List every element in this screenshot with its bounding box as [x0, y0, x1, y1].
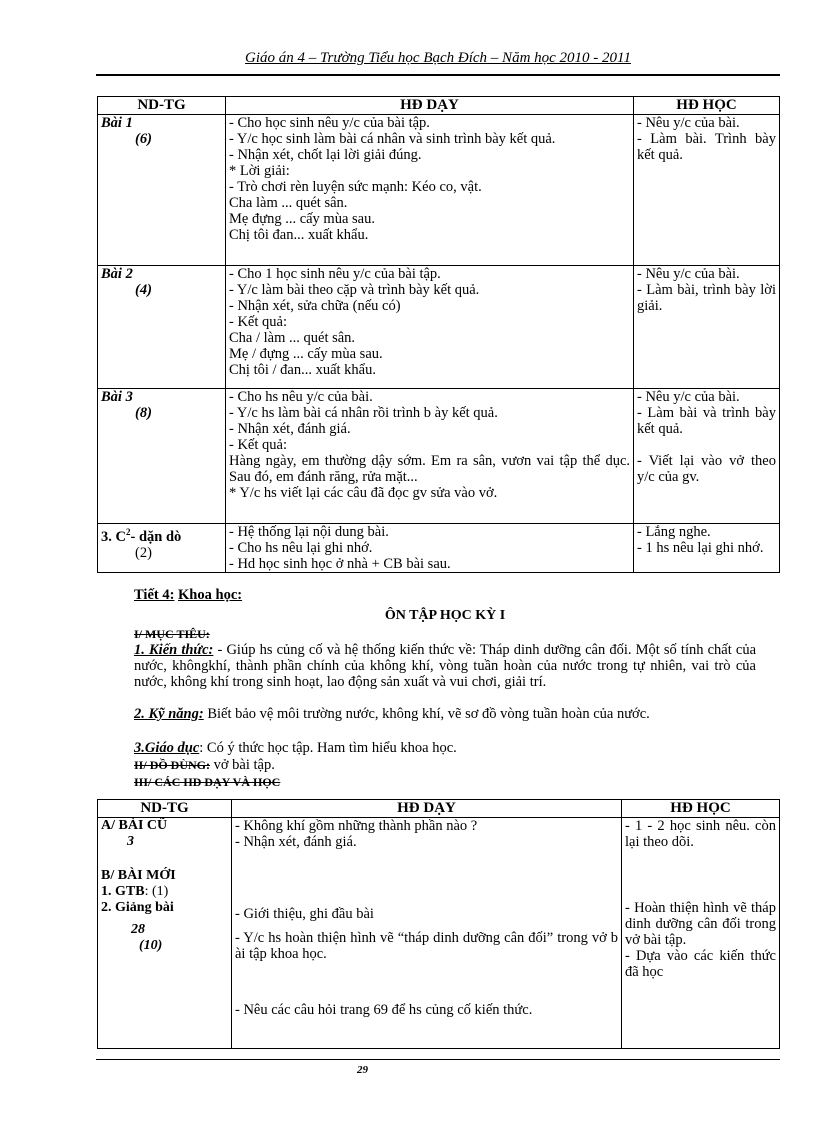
teach-line: Cha làm ... quét sân.: [229, 195, 348, 211]
teach-line: - Cho hs nêu y/c của bài.: [229, 389, 373, 405]
col-header-nd-tg: ND-TG: [98, 97, 226, 115]
table-row: [98, 818, 780, 1049]
row-label: 3. $C^2-$ dặn dò: [101, 527, 182, 545]
lesson-subject: Khoa học:: [178, 587, 243, 603]
teach-line: Mẹ đựng ... cấy mùa sau.: [229, 211, 375, 227]
row-label: Bài 1: [101, 115, 133, 131]
teach-line: - Nhận xét, chốt lại lời giải đúng.: [229, 147, 422, 163]
col-header-nd-tg: ND-TG: [98, 800, 232, 818]
row-label: Bài 3: [101, 389, 133, 405]
row-label: B/ BÀI MỚI: [101, 868, 176, 883]
teach-line: - Hệ thống lại nội dung bài.: [229, 524, 389, 540]
learn-line: - Làm bài, trình bày lời giải.: [637, 282, 776, 314]
row-time: (2): [135, 544, 152, 561]
table-header-row: [98, 97, 780, 115]
teach-line: - Nhận xét, sửa chữa (nếu có): [229, 298, 401, 314]
teach-line: - Y/c hs làm bài cá nhân rồi trình b ày kết quả.: [229, 405, 498, 421]
teach-line: - Nêu các câu hỏi trang 69 để hs củng cố kiến thức.: [235, 1002, 533, 1018]
teach-line: - Không khí gồm những thành phần nào ?: [235, 818, 478, 834]
lesson-title: ÔN TẬP HỌC KỲ I: [384, 608, 506, 623]
teach-line: - Trò chơi rèn luyện sức mạnh: Kéo co, vật.: [229, 179, 482, 195]
col-header-hd-hoc: HĐ HỌC: [622, 800, 780, 818]
learn-line: - Nêu y/c của bài.: [637, 266, 740, 282]
learn-spacer: [637, 437, 776, 453]
teach-line: * Y/c hs viết lại các câu đã đọc gv sửa vào vở.: [229, 485, 498, 501]
learn-line: - 1 hs nêu lại ghi nhớ.: [637, 540, 764, 556]
row-time: 3: [127, 834, 134, 849]
teach-line: Mẹ / đựng ... cấy mùa sau.: [229, 346, 383, 362]
teach-line: - Y/c học sinh làm bài cá nhân và sinh trình bày kết quả.: [229, 131, 556, 147]
page-number: 29: [357, 1064, 368, 1076]
teach-line: - Y/c làm bài theo cặp và trình bày kết quả.: [229, 282, 480, 298]
teach-line: - Hd học sinh học ở nhà + CB bài sau.: [229, 556, 451, 572]
lesson-period: Tiết 4:: [134, 587, 175, 603]
teach-line: Cha / làm ... quét sân.: [229, 330, 356, 346]
row-label: A/ BÀI CŨ: [101, 818, 168, 833]
learn-line: - Nêu y/c của bài.: [637, 115, 740, 131]
footer-rule: [96, 1059, 780, 1060]
learn-line: - Làm bài. Trình bày kết quả.: [637, 131, 776, 163]
row-time: (8): [135, 405, 152, 421]
teach-line: Chị tôi đan... xuất khẩu.: [229, 227, 369, 243]
col-header-hd-day: HĐ DẠY: [226, 97, 634, 115]
table-row: [98, 524, 780, 573]
learn-line: - Viết lại vào vở theo y/c của gv.: [637, 453, 776, 485]
row-label: 2. Giảng bài: [101, 900, 174, 915]
teach-line: - Cho hs nêu lại ghi nhớ.: [229, 540, 373, 556]
learn-line: - Dựa vào các kiến thức đã học: [625, 948, 776, 980]
teach-line: - Kết quả:: [229, 437, 287, 453]
teach-line: - Cho 1 học sinh nêu y/c của bài tập.: [229, 266, 441, 282]
table-header-row: [98, 800, 780, 818]
page-header: Giáo án 4 – Trường Tiểu học Bạch Đích – Năm học 2010 - 2011: [245, 50, 631, 66]
teach-line: - Nhận xét, đánh giá.: [229, 421, 351, 437]
row-time: (4): [135, 282, 152, 298]
row-label: Bài 2: [101, 266, 133, 282]
learn-line: - 1 - 2 học sinh nêu. còn lại theo dõi.: [625, 818, 776, 850]
activities-heading: III/ CÁC HĐ DẠY VÀ HỌC: [134, 775, 281, 789]
row-time: (6): [135, 131, 152, 147]
attitude-paragraph: 3.Giáo dục: Có ý thức học tập. Ham tìm hiểu khoa học.: [134, 740, 457, 756]
lesson-heading: [134, 587, 756, 603]
table-row: [98, 115, 780, 266]
col-header-hd-day: HĐ DẠY: [232, 800, 622, 818]
skills-paragraph: 2. Kỹ năng: Biết bảo vệ môi trường nước, không khí, vẽ sơ đồ vòng tuần hoàn của nước.: [134, 706, 650, 722]
row-label: 1. GTB: (1): [101, 884, 169, 899]
teach-line: Chị tôi / đan... xuất khẩu.: [229, 362, 376, 378]
teach-line: - Giới thiệu, ghi đầu bài: [235, 906, 374, 922]
learn-line: - Lắng nghe.: [637, 524, 711, 540]
knowledge-paragraph: 1. Kiến thức: - Giúp hs củng cố và hệ thống kiến thức về: Tháp dinh dưỡng cân đối. Một số tính chất của nước, khôngkhí, thành phần chính của không khí, vòng tuần hoàn của nước trong tự nhiên, vai trò của nước, không khí trong sinh hoạt, lao động sản xuất và vui chơi, giải trí.: [134, 642, 756, 690]
materials-paragraph: II/ ĐỒ DÙNG: vở bài tập.: [134, 757, 275, 773]
table-row: [98, 389, 780, 524]
objectives-heading: I/ MỤC TIÊU:: [134, 627, 210, 641]
teach-line: * Lời giải:: [229, 163, 290, 179]
teach-line: - Y/c hs hoàn thiện hình vẽ “tháp dinh dưỡng cân đối” trong vở b ài tập khoa học.: [235, 930, 618, 962]
row-time: (10): [139, 938, 163, 953]
teach-line: Hàng ngày, em thường dậy sớm. Em ra sân, vươn vai tập thể dục. Sau đó, em đánh răng, rửa mặt...: [229, 453, 630, 485]
table-row: [98, 266, 780, 389]
teach-line: - Nhận xét, đánh giá.: [235, 834, 357, 850]
row-time: 28: [131, 922, 145, 937]
teach-line: - Kết quả:: [229, 314, 287, 330]
header-rule: [96, 74, 780, 76]
col-header-hd-hoc: HĐ HỌC: [634, 97, 780, 115]
learn-line: - Hoàn thiện hình vẽ tháp dinh dưỡng cân đối trong vở bài tập.: [625, 900, 776, 948]
teach-line: - Cho học sinh nêu y/c của bài tập.: [229, 115, 430, 131]
learn-line: - Làm bài và trình bày kết quả.: [637, 405, 776, 437]
lesson-table-2: [97, 799, 780, 1049]
learn-line: - Nêu y/c của bài.: [637, 389, 740, 405]
lesson-table-1: [97, 96, 780, 573]
